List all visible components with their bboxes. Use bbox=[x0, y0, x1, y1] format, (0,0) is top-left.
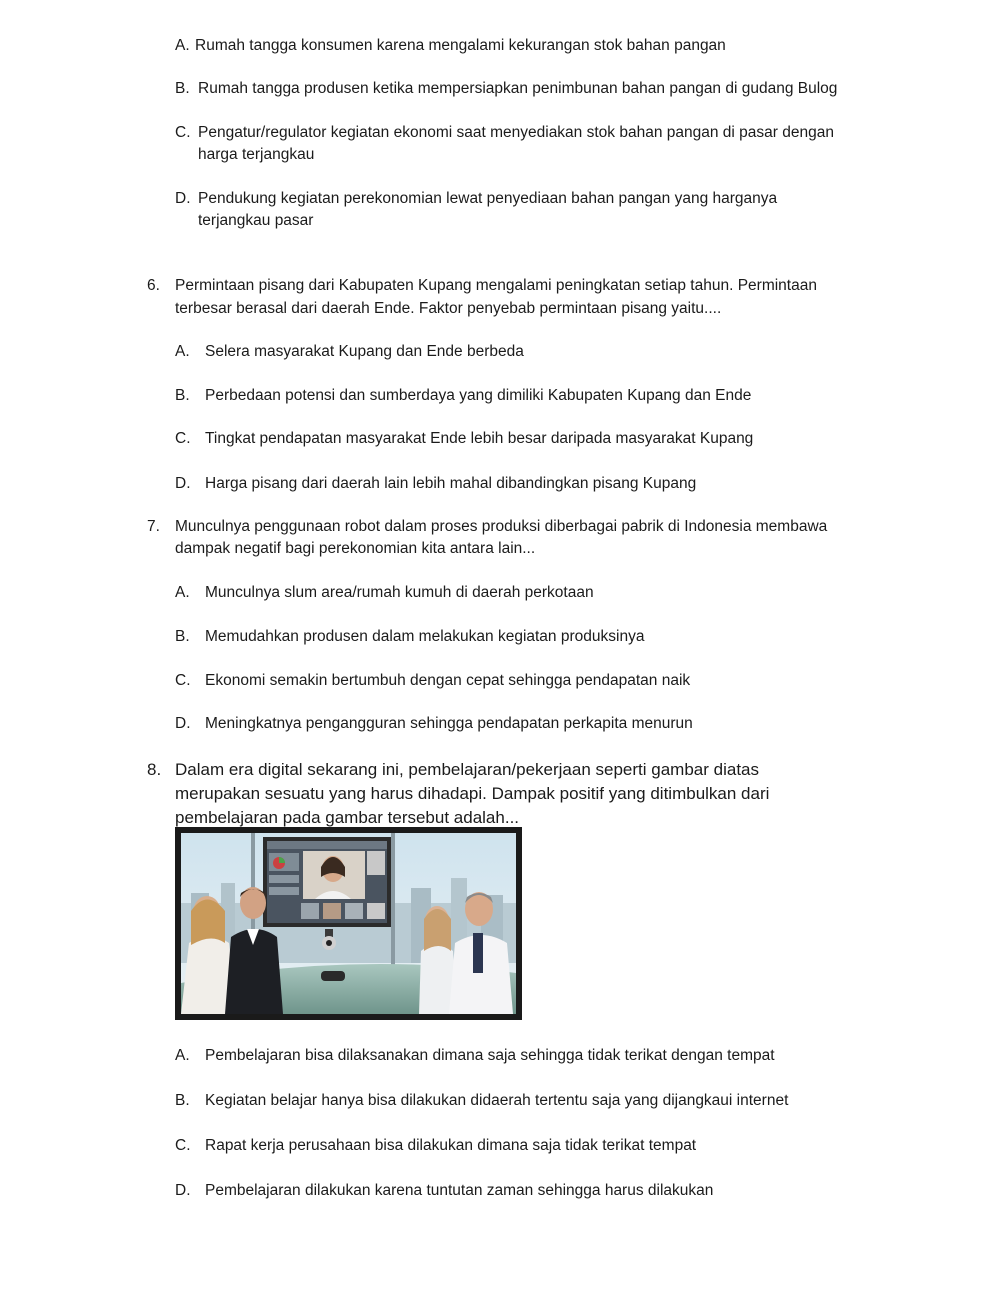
video-conference-photo bbox=[175, 827, 522, 1020]
option-text: Selera masyarakat Kupang dan Ende berbeda bbox=[205, 343, 524, 360]
option-text: Pembelajaran dilakukan karena tuntutan zaman sehingga harus dilakukan bbox=[205, 1182, 714, 1199]
option-text: Pendukung kegiatan perekonomian lewat penyediaan bahan pangan yang harganya bbox=[198, 190, 778, 207]
option-label: A. bbox=[175, 343, 190, 360]
option-label: B. bbox=[175, 387, 190, 404]
option-text: Rapat kerja perusahaan bisa dilakukan dimana saja tidak terikat tempat bbox=[205, 1137, 697, 1154]
option-text: Harga pisang dari daerah lain lebih mahal dibandingkan pisang Kupang bbox=[205, 475, 697, 492]
option-text: Meningkatnya pengangguran sehingga pendapatan perkapita menurun bbox=[205, 715, 693, 732]
question-text: pembelajaran pada gambar tersebut adalah... bbox=[175, 808, 520, 827]
option-text: Kegiatan belajar hanya bisa dilakukan didaerah tertentu saja yang dijangkaui internet bbox=[205, 1092, 789, 1109]
option-label: C. bbox=[175, 430, 191, 447]
option-label: C. bbox=[175, 1137, 191, 1154]
option-label: D. bbox=[175, 1182, 191, 1199]
question-number: 6. bbox=[147, 277, 160, 294]
option-label: A. bbox=[175, 37, 190, 54]
option-label: C. bbox=[175, 672, 191, 689]
question-text: merupakan sesuatu yang harus dihadapi. Dampak positif yang ditimbulkan dari bbox=[175, 784, 770, 803]
option-text: Ekonomi semakin bertumbuh dengan cepat sehingga pendapatan naik bbox=[205, 672, 691, 689]
option-label: D. bbox=[175, 715, 191, 732]
question-text: Munculnya penggunaan robot dalam proses produksi diberbagai pabrik di Indonesia membawa bbox=[175, 518, 828, 535]
option-label: A. bbox=[175, 1047, 190, 1064]
option-text: Perbedaan potensi dan sumberdaya yang dimiliki Kabupaten Kupang dan Ende bbox=[205, 387, 752, 404]
option-text: Rumah tangga konsumen karena mengalami kekurangan stok bahan pangan bbox=[195, 37, 726, 54]
question-number: 7. bbox=[147, 518, 160, 535]
option-text: Rumah tangga produsen ketika mempersiapkan penimbunan bahan pangan di gudang Bulog bbox=[198, 80, 838, 97]
option-label: D. bbox=[175, 190, 191, 207]
option-label: A. bbox=[175, 584, 190, 601]
option-text: Pengatur/regulator kegiatan ekonomi saat menyediakan stok bahan pangan di pasar dengan bbox=[198, 124, 834, 141]
option-text: Pembelajaran bisa dilaksanakan dimana saja sehingga tidak terikat dengan tempat bbox=[205, 1047, 775, 1064]
question-text: Dalam era digital sekarang ini, pembelajaran/pekerjaan seperti gambar diatas bbox=[175, 760, 759, 779]
question-text: Permintaan pisang dari Kabupaten Kupang mengalami peningkatan setiap tahun. Permintaan bbox=[175, 277, 817, 294]
option-text: Munculnya slum area/rumah kumuh di daerah perkotaan bbox=[205, 584, 594, 601]
question-text: dampak negatif bagi perekonomian kita antara lain... bbox=[175, 540, 536, 557]
option-label: D. bbox=[175, 475, 191, 492]
option-label: B. bbox=[175, 628, 190, 645]
option-text: terjangkau pasar bbox=[198, 212, 314, 229]
option-text: harga terjangkau bbox=[198, 146, 315, 163]
option-text: Memudahkan produsen dalam melakukan kegiatan produksinya bbox=[205, 628, 645, 645]
question-number: 8. bbox=[147, 760, 162, 779]
option-label: B. bbox=[175, 1092, 190, 1109]
option-label: C. bbox=[175, 124, 191, 141]
option-text: Tingkat pendapatan masyarakat Ende lebih besar daripada masyarakat Kupang bbox=[205, 430, 754, 447]
question-text: terbesar berasal dari daerah Ende. Faktor penyebab permintaan pisang yaitu.... bbox=[175, 300, 722, 317]
option-label: B. bbox=[175, 80, 190, 97]
